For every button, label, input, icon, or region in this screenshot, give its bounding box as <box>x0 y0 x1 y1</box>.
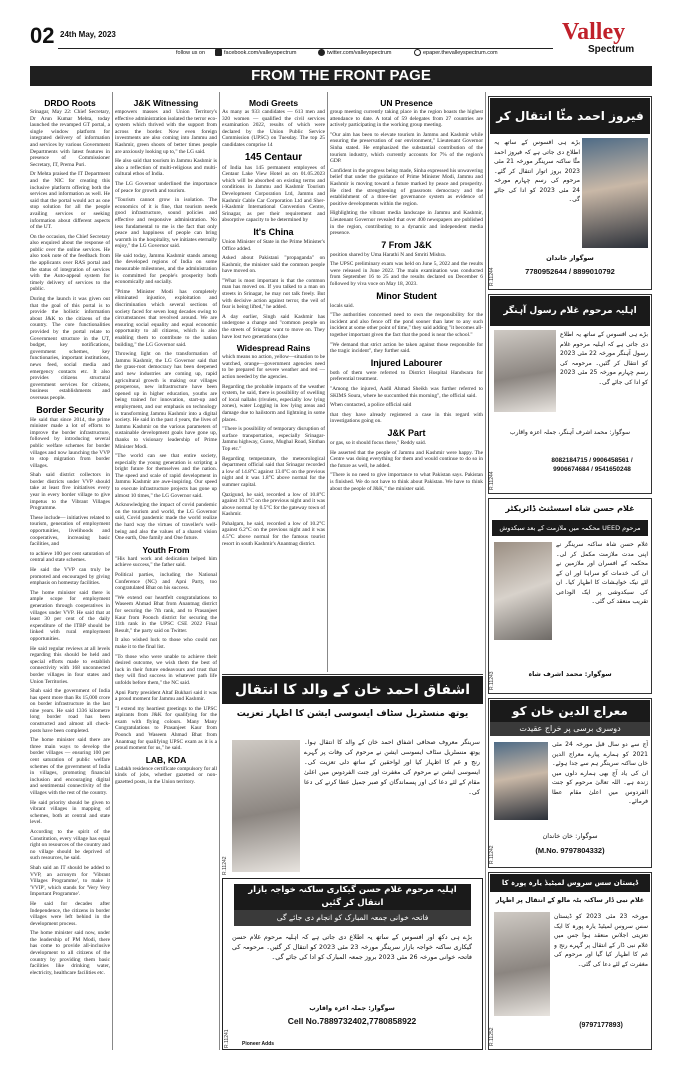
headline-border-security: Border Security <box>36 404 104 415</box>
headline-injured-labourer: Injured Labourer <box>370 357 443 368</box>
col-divider <box>485 92 486 1050</box>
ad3-subtitle: مرحوم UEED محکمہ میں ملازمت کے بعد سبکدوش <box>492 520 648 536</box>
article-text: "His hard work and dedication helped him achieve success," the father said. <box>115 555 217 569</box>
ad2-title: اہلیہ مرحوم غلام رسول آہنگر <box>490 296 650 326</box>
headline-modi-greets: Modi Greets <box>248 98 299 108</box>
ad-code: R.11244 <box>489 267 495 286</box>
article-text: Regarding temperature, the meteorological department official said that Srinagar recorded a low of 14.8°C against 13.0°C on the previous night and it was 1.8°C above normal for the summer capital. <box>222 455 325 488</box>
ad1-body: بڑے ہی افسوس کے ساتھ یہ اطلاع دی جاتی ہے کہ فیروز احمد مٹّا ساکنہ سرینگر مورخہ 21 مئی 2023 بروز اتوار انتقال کر گئے۔ مرحوم کی رسم چہارم مورخہ 24 مئی 2023 کو ادا کی جائے گی۔ <box>494 139 580 203</box>
epaper-link[interactable]: epaper.thevalleyspectrum.com <box>423 50 498 56</box>
article-text: Shah said district collectors in border districts under VVP should take at least five initiatives every year in every border village to give impetus to the Vibrant Villages Programme. <box>30 472 110 512</box>
article-text: Shah said the government of India has spent more than Rs 15,000 crore on border infrastructure in the last nine years. He said 1336 kilometre long border road has been constructed and almost all check-posts have been completed. <box>30 688 110 734</box>
article-text: Political parties, including the National Conference (NC) and Apni Party, too congratulated Bhat on his success. <box>115 572 217 592</box>
article-text: Union Minister of State in the Prime Minister's Office added. <box>222 238 325 252</box>
headline-drdo: DRDO Roots <box>44 98 96 108</box>
ad-code: R.11242 <box>489 845 495 864</box>
logo-sub: Spectrum <box>588 44 635 55</box>
article-text: "I extend my heartiest greetings to the UPSC aspirants from J&K for qualifying for the exam with flying colours. Many Many Congratulations to Prasanjeet Kaur from Poonch and Waseem Ahmad Bhat from Anantnag for qualifying UPSC exam as it is a proud moment for us," he said. <box>115 705 217 752</box>
article-text: group meeting currently taking place in the region boasts the highest attendance to date. A total of 59 delegates from 27 countries are actively participating in the working group meeting. <box>330 109 483 129</box>
article-text: "Prime Minister Modi has completely eliminated injustice, exploitation and discrimination which several sections of society faced for seven long decades owing to circumstances that revolved around. We are ensuring social equality and equal economic opportunity to all citizens, which is also enabling them to contribute to the nation building," the LG Governor said. <box>115 288 217 348</box>
column-4 <box>330 98 483 670</box>
article-text: Ladakh residence certificate compulsory for all kinds of jobs, whether gazetted or non-gazetted posts, in the Union territory. <box>115 765 217 786</box>
ad3-portrait-photo <box>494 542 552 640</box>
article-text: During the launch it was given out that the goal of this portal is to provide the holistic information about J&K to the citizens of the country. The core functionalities provided by the portal relate to Government structure in the UT, budget, key notifications, government schemes, key functionaries, important institutions, news feed, social media and emergency contacts etc. It also provides citizens structural government services for citizens, business establishments and overseas people. <box>30 296 110 401</box>
article-text: or gas, so it should focus there," Reddy said. <box>330 439 427 446</box>
article-text: He said for decades after Independence, the citizens in border villages were left behind in the development process. <box>30 900 110 927</box>
page-number: 02 <box>30 23 55 48</box>
ad3-title: غلام حسن شاہ اسسٹنٹ ڈائریکٹر <box>505 504 635 513</box>
headline-145-centaur: 145 Centaur <box>244 151 303 163</box>
section-banner: FROM THE FRONT PAGE <box>30 66 652 86</box>
article-text: Srinagar, May 22: Chief Secretary, Dr Arun Kumar Mehta, today launched the revamped GT portal, a single window platform for integrated delivery of information and services by various Government Departments with latest features in presence of Commissioner Secretary, IT, Prerna Puri. <box>30 109 110 168</box>
article-text: "To those who were unable to achieve their desired outcome, we wish them the best of luck in their future endeavours and trust that they will find success in whatever path life unfolds before them," the NC said. <box>115 653 217 686</box>
article-text: "The world can see that entire society, especially the young generation is scripting a bright future for themselves and the nation. The speed and scale of rapid development in Jammu Kashmir are awe-inspiring. Our speed to execute infrastructure projects has gone up almost 10 times," the LG Governor said. <box>115 453 217 499</box>
article-text: He asserted that the people of Jammu and Kashmir were happy. The Centre was doing everything for them and would continue to do so in the future as well, he added. <box>330 449 483 469</box>
epaper-icon <box>414 49 421 56</box>
headline-its-china: It's China <box>253 226 294 237</box>
twitter-link[interactable]: twitter.com/valleyspectrum <box>327 50 392 56</box>
article-text: He said priority should be given to vibrant villages in mapping of schemes, both at central and state level. <box>30 799 110 826</box>
ad1-portrait-photo <box>582 138 648 248</box>
ad5-title: ڈیستان سس سروس لمیٹیڈ یارہ پورہ کا <box>490 874 650 892</box>
portrait-photo <box>232 740 300 872</box>
article-text: "Our aim has been to elevate tourism in Jammu and Kashmir while ensuring the preservation of our environment," Lieutenant Governor Sinha stated. He emphasized the substantial contribution of the tourism industry, which currently accounts for 7% of the region's GDP. <box>330 131 483 165</box>
obituary-ad-body: بڑے ہی دکھ اور افسوس کے ساتھ یہ اطلاع دی جاتی ہے کہ اہلیہ مرحوم غلام حسن گیکاری ساکنہ خواجہ بازار سرینگر مورخہ 23 مئی 2023 کو انتقال کر گئیں۔ مرحومہ کی فاتحہ خوانی مورخہ 26 مئی 2023 بروز جمعہ المبارک کو ادا کی جائے گی۔ <box>232 933 472 961</box>
ad1-title: فیروز احمد مٹّا انتقال کر <box>490 98 650 134</box>
article-text: "Tourism cannot grow in isolation. The economics of it is fine, that tourism needs good infrastructure, sound policies and effective and responsive administration. No less fundamental to me is the fact that only peace and happiness of people can bring warmth in the hospitality, we initiates eternally enjoy," the LG Governor said. <box>115 197 217 250</box>
masthead-rule <box>58 48 553 49</box>
column-2 <box>115 98 217 1050</box>
article-text: It also wished luck to those who could not make it to the final list. <box>115 637 217 650</box>
ad4-phone: (M.No. 9797804332) <box>535 846 605 855</box>
logo-main: Valley <box>562 19 626 45</box>
article-text: Highlighting the vibrant media landscape in Jammu and Kashmir, Lieutenant Governor revealed that over 400 newspapers are published in the region, contributing to a dynamic and independent media presence. <box>330 210 483 237</box>
headline-minor-student: Minor Student <box>376 290 437 301</box>
article-text: "We extend our heartfelt congratulations to Waseem Ahmad Bhat from Anantnag district for securing the 7th rank, and to Prasanjeet Kaur from Poonch district for securing the 11th rank in the UPSC CSE 2022 Final Result," the party said on Twitter. <box>115 594 217 634</box>
article-text: Asked about Pakistani "propaganda" on Kashmir, the minister said the common people have moved on. <box>222 255 325 275</box>
obituary-ad-contact: سوگوار: جملہ اعزہ واقارب <box>309 1004 395 1012</box>
article-text: that they have already registered a case in this regard with investigations going on. <box>330 411 483 425</box>
headline-jk-witnessing: J&K Witnessing <box>133 98 199 108</box>
article-text: He said today, Jammu Kashmir stands among the developed regions of India on some measurable milestones, and the administration is committed for people's prosperity both economically and socially. <box>115 252 217 286</box>
article-text: Pahalgam, he said, recorded a low of 10.2°C against 6.2°C on the previous night and it was 4.5°C above normal for the famous tourist resort in south Kashmir's Anantnag district. <box>222 520 325 547</box>
ad5-phone: (9797177893) <box>579 1022 623 1029</box>
column-1 <box>30 98 110 1050</box>
ad3-contact: سوگوار: محمد اشرف شاہ <box>528 670 612 678</box>
headline-jk-part: J&K Part <box>387 427 426 438</box>
article-text: As many as 933 candidates — 613 men and 320 women — qualified the civil services examination 2022, results of which were declared by the Union Public Service Commission (UPSC) on Tuesday. The top 25 candidates comprise 14 <box>222 109 325 148</box>
article-text: position shared by Uma Harathi N and Smriti Mishra. <box>330 251 447 258</box>
article-text: "The authorities concerned need to own the responsibility for the incident and also fence off the pond sooner than later to any such incident at some other point of time," they said adding "it becomes all-together important given the fact that the pond is near the school." <box>330 312 483 339</box>
article-text: "What is most important is that the common man has moved on. If you talked to a man on streets in Srinagar, he may not talk freely. But with decisive action against terror, the veil of fear is being lifted," he added. <box>222 277 325 311</box>
ad4-body: آج سے دو سال قبل مورخہ 24 مئی 2021 کو ہمارے پیارے معراج الدین خان ساکنہ سرینگر ہم سے جدا ہوئے۔ ان کی یاد آج بھی ہمارے دلوں میں زندہ ہے۔ اللہ تعالیٰ مرحوم کو جنت الفردوس میں اعلیٰ مقام عطا فرمائے۔ <box>552 741 648 805</box>
article-text: When contacted, a police official said <box>330 402 412 409</box>
twitter-icon <box>318 49 325 56</box>
article-text: Regarding the probable impacts of the weather system, he said, there is possibility of swelling of local nallahs (rivulets, especially low lying zones), water Logging in low lying areas and damage due to hailstorm and lightning in some places. <box>222 383 325 423</box>
follow-label: follow us on <box>176 50 206 56</box>
urdu-subheadline: یوتھ منسٹریل سٹاف ایسوسی ایشن کا اظہار تعزیت <box>236 709 469 719</box>
ad-code: R.11243 <box>489 671 495 690</box>
ad2-phone: 8082184715 / 9906458561 / 9906674684 / 9541650248 <box>551 457 633 473</box>
logo <box>562 20 652 62</box>
ad-code: R.11242 <box>222 856 228 875</box>
article-text: Apni Party president Altaf Bukhari said it was a proud moment for Jammu and Kashmir. <box>115 689 217 703</box>
pioneer-adds-label: Pioneer Adds <box>242 1041 275 1047</box>
section-rule <box>222 674 483 675</box>
ad3-body: غلام حسن شاہ ساکنہ سرینگر نے اپنی مدت ملازمت مکمل کر لی۔ محکمہ کے افسران اور ملازمین نے ان کی خدمات کو سراہا اور ان کے لئے نیک خواہشات کا اظہار کیا۔ ان کی سبکدوشی پر ایک الوداعی تقریب منعقد کی گئی۔ <box>556 541 648 605</box>
column-3 <box>222 98 325 672</box>
facebook-icon <box>215 49 222 56</box>
article-text: He also said that tourism in Jammu Kashmir is also a reflection of multi-religious and multi-cultural ethos of India. <box>115 158 217 178</box>
ad2-contact: سوگوار: محمد اشرف آہنگر، جملہ اعزہ واقارب <box>509 429 631 436</box>
article-text: Qazigund, he said, recorded a low of 10.8°C against 10.1°C on the previous night and it was above normal by 0.5°C for the gateway town of Kashmir. <box>222 491 325 518</box>
ad4-subtitle: دوسری برسی پر خراج عقیدت <box>490 722 650 736</box>
condolence-body: سرینگر معروف صحافی اشفاق احمد خان کے والد کا انتقال ہوا۔ یوتھ منسٹریل سٹاف ایسوسی ایشن نے مرحوم کی وفات پر گہرے رنج و غم کا اظہار کیا اور لواحقین کے ساتھ دلی تعزیت کی۔ ایسوسی ایشن نے مرحوم کی مغفرت اور جنت الفردوس میں اعلیٰ مقام کے لئے دعا کی اور پسماندگان کو صبر جمیل عطا کرنے کی دعا کی۔ <box>304 739 480 796</box>
obituary-ad-subline: فاتحہ خوانی جمعہ المبارک کو انجام دی جائے گی <box>234 910 471 926</box>
article-text: He said the VVP can truly be promoted and encouraged by giving emphasis on homestay facilities. <box>30 567 110 587</box>
article-text: Throwing light on the transformation of Jammu Kashmir, the LG Governor said that the grass-root democracy has been deepened and new industries are coming up, rapid agricultural growth is making our villages prosperous, new infrastructure have been opened up in higher education, youths are being trained for innovation, start-up and employment, and our emphasis on technology is transforming Jammu Kashmir into a digital society. He said in the past 4 years, the lives of Jammu Kashmir on the various parameters of sustainable development goals have gone up, thanks to visionary leadership of Prime Minister Modi. <box>115 351 217 450</box>
article-text: The home minister said now, under the leadership of PM Modi, there has come to provide all-inclusive development to all citizens of the country by providing them basic facilities like drinking water, electricity, healthcare facilities etc. <box>30 930 110 976</box>
article-text: The home minister said there are three main ways to develop the border villages — ensuring 100 per cent saturation of public welfare schemes of the government of India in villages, promoting financial inclusion and encouraging digital and sentimental connectivity of the villages with the rest of the country. <box>30 737 110 796</box>
ad4-title: معراج الدین خان کو <box>490 700 650 722</box>
article-text: of India has 145 permanent employees of Centaur Lake View Hotel as on 01.05.2023 which will be absorbed on existing terms and conditions in Jammu and Kashmir Tourism Development Corporation Ltd, Jammu and Kashmir Cable Car Corporation Ltd and Sher-i-Kashmir International Convention Centre, Srinagar, as per their requirement and absorptive capacity to be determined by <box>222 164 325 224</box>
facebook-link[interactable]: facebook.com/valleyspectrum <box>224 50 297 56</box>
ad5-portrait-photo <box>494 912 550 1016</box>
ad1-phone: 7780952644 / 8899010792 <box>525 267 615 276</box>
article-text: The LG Governor underlined the importance of peace for growth and tourism. <box>115 180 217 194</box>
ad5-subtitle: غلام نبی ڈار ساکنہ بٹہ مالو کے انتقال پر اظہار <box>495 896 645 904</box>
ad-code: R.11244 <box>489 471 495 490</box>
ad-code: R.11252 <box>489 1027 495 1046</box>
article-text: Shah said an IT should be added to VVP, an acronym for 'Vibrant Villages Programme', to make it 'VVIP', which stands for 'Very Very Important Programme'. <box>30 864 110 898</box>
article-text: locals said. <box>330 302 354 309</box>
article-text: Dr Mehta praised the IT Department and the NIC for creating this inclusive platform offering both the services and information as well. He said that the portal would act as one stop solution for all the people availing services or seeking information about different aspects of the UT. <box>30 171 110 231</box>
article-text: both of them were referred to District Hospital Handwara for preferential treatment. <box>330 369 483 383</box>
obituary-ad-phone: Cell No.7889732402,7780858922 <box>287 1016 417 1026</box>
col-divider <box>112 92 113 1050</box>
ad2-portrait-photo <box>494 330 556 412</box>
col-divider <box>219 92 220 1050</box>
article-text: to achieve 100 per cent saturation of central and state schemes. <box>30 550 110 564</box>
ad5-body: مورخہ 23 مئی 2023 کو ڈیستان سس سروس لمیٹیڈ یارہ پورہ کا ایک تعزیتی اجلاس منعقد ہوا جس میں غلام نبی ڈار کے انتقال پر گہرے رنج و غم کا اظہار کیا گیا اور مرحوم کی مغفرت کے لئے دعا کی گئی۔ <box>554 913 648 968</box>
urdu-headline-banner: اشفاق احمد خان کے والد کا انتقال <box>222 676 483 704</box>
headline-lab-kda: LAB, KDA <box>145 754 187 765</box>
ad4-contact: سوگوار: خان خاندان <box>542 832 598 840</box>
headline-un-presence: UN Presence <box>380 98 433 108</box>
issue-date: 24th May, 2023 <box>60 30 116 39</box>
article-text: "We demand that strict action be taken against those responsible for the tragic incident", they further said. <box>330 341 483 355</box>
article-text: On the occasion, the Chief Secretary also enquired about the response of public over the online services. He also took note of the feedback from the applicants over RAS portal and the status of integration of services with the Auto-appeal system for timely delivery of services to the public. <box>30 233 110 293</box>
article-text: The home minister said there is ample scope for employment generation through cooperatives in villages under VVP. He said that at least 30 per cent of the daily expenditure of the ITBP should be linked with rural employment opportunities. <box>30 589 110 642</box>
article-text: "There is possibility of temporary disruption of surface transportation, especially Srinagar- Jammu highway, Gurez, Mughal Road, Sinthan Top etc." <box>222 426 325 452</box>
article-text: "There is no need to give importance to what Pakistan says. Pakistan is finished. We do not have to think about Pakistan. We have to think about the people of J&K," the minister said. <box>330 472 483 492</box>
col-divider <box>327 92 328 672</box>
article-text: Acknowledging the impact of covid pandemic on the tourism and world, the LG Governor said, Covid pandemic made the world realize the hard way the virtues of traveller's well-being and also the values of a shared vision One earth, One family and One future. <box>115 502 217 542</box>
headline-widespread-rains: Widespread Rains <box>236 343 311 354</box>
article-text: "Among the injured, Aadil Ahmad Sheikh was further referred to SKIMS Soura, where he succumbed this morning", the official said. <box>330 386 483 399</box>
obituary-ad-headline: اہلیہ مرحوم غلام حسن گیکاری ساکنہ خواجہ بازار انتقال کر گئیں <box>234 884 471 910</box>
article-text: The UPSC preliminary exam was held on June 5, 2022 and the results were released in June 2022. The main examination was conducted from September 16 to 25 and the results declared on December 6 followed by viva voce on May 18, 2023. <box>330 261 483 288</box>
headline-youth-from: Youth From <box>142 544 190 555</box>
ad4-portrait-photo <box>494 742 548 820</box>
article-text: These include— initiatives related to tourism, generation of employment opportunities, livelihoods and cooperatives, increasing basic facilities, and <box>30 514 110 548</box>
article-text: A day earlier, Singh said Kashmir has undergone a change and "common people on the streets of Srinagar want to move on. They have lost two generations (due <box>222 313 325 340</box>
ad-code: R.11241 <box>224 1029 230 1048</box>
article-text: empowers masses and Union Territory's effective administration isolated the terror eco-system which thrived with the support from across the border. Now even foreign investments are also coming into Jammu and Kashmir, green shoots of better times people are anxiously looking up to," the LG said. <box>115 109 217 155</box>
headline-7-from-jk: 7 From J&K <box>381 239 432 250</box>
ad1-contact: سوگوار خاندان <box>546 254 594 262</box>
article-text: He said regular reviews at all levels regarding this should be held and special efforts made to establish connectivity with 168 unconnected border villages in four states and Union Territories. <box>30 645 110 685</box>
article-text: He said that since 2014, the prime minister made a lot of efforts to improve the border infrastructure, followed by introducing several public welfare schemes for border villages and now launching the VVP to stop migration from border villages. <box>30 416 110 469</box>
article-text: Confident in the progress being made, Sinha expressed his unwavering belief that under the guidance of Prime Minister Modi, Jammu and Kashmir is moving toward a future marked by peace and prosperity. He cited the strengthening of grassroots democracy and the establishment of a three-tier governance system as evidence of positive developments within the region. <box>330 167 483 207</box>
article-text: According to the spirit of the Constitution, every village has equal right on resources of the country and no village should be deprived of such resources, he said. <box>30 828 110 862</box>
article-text: which means no action, yellow—situation to be watched, orange—government agencies need to be prepared for severe weather and red —action needed by the agencies. <box>222 354 325 380</box>
ad2-body: بڑے ہی افسوس کے ساتھ یہ اطلاع دی جاتی ہے کہ اہلیہ مرحوم غلام رسول آہنگر مورخہ 22 مئی 2023 کو انتقال کر گئیں۔ مرحومہ کی رسم چہارم مورخہ 25 مئی 2023 کو ادا کی جائے گی۔ <box>560 331 648 386</box>
